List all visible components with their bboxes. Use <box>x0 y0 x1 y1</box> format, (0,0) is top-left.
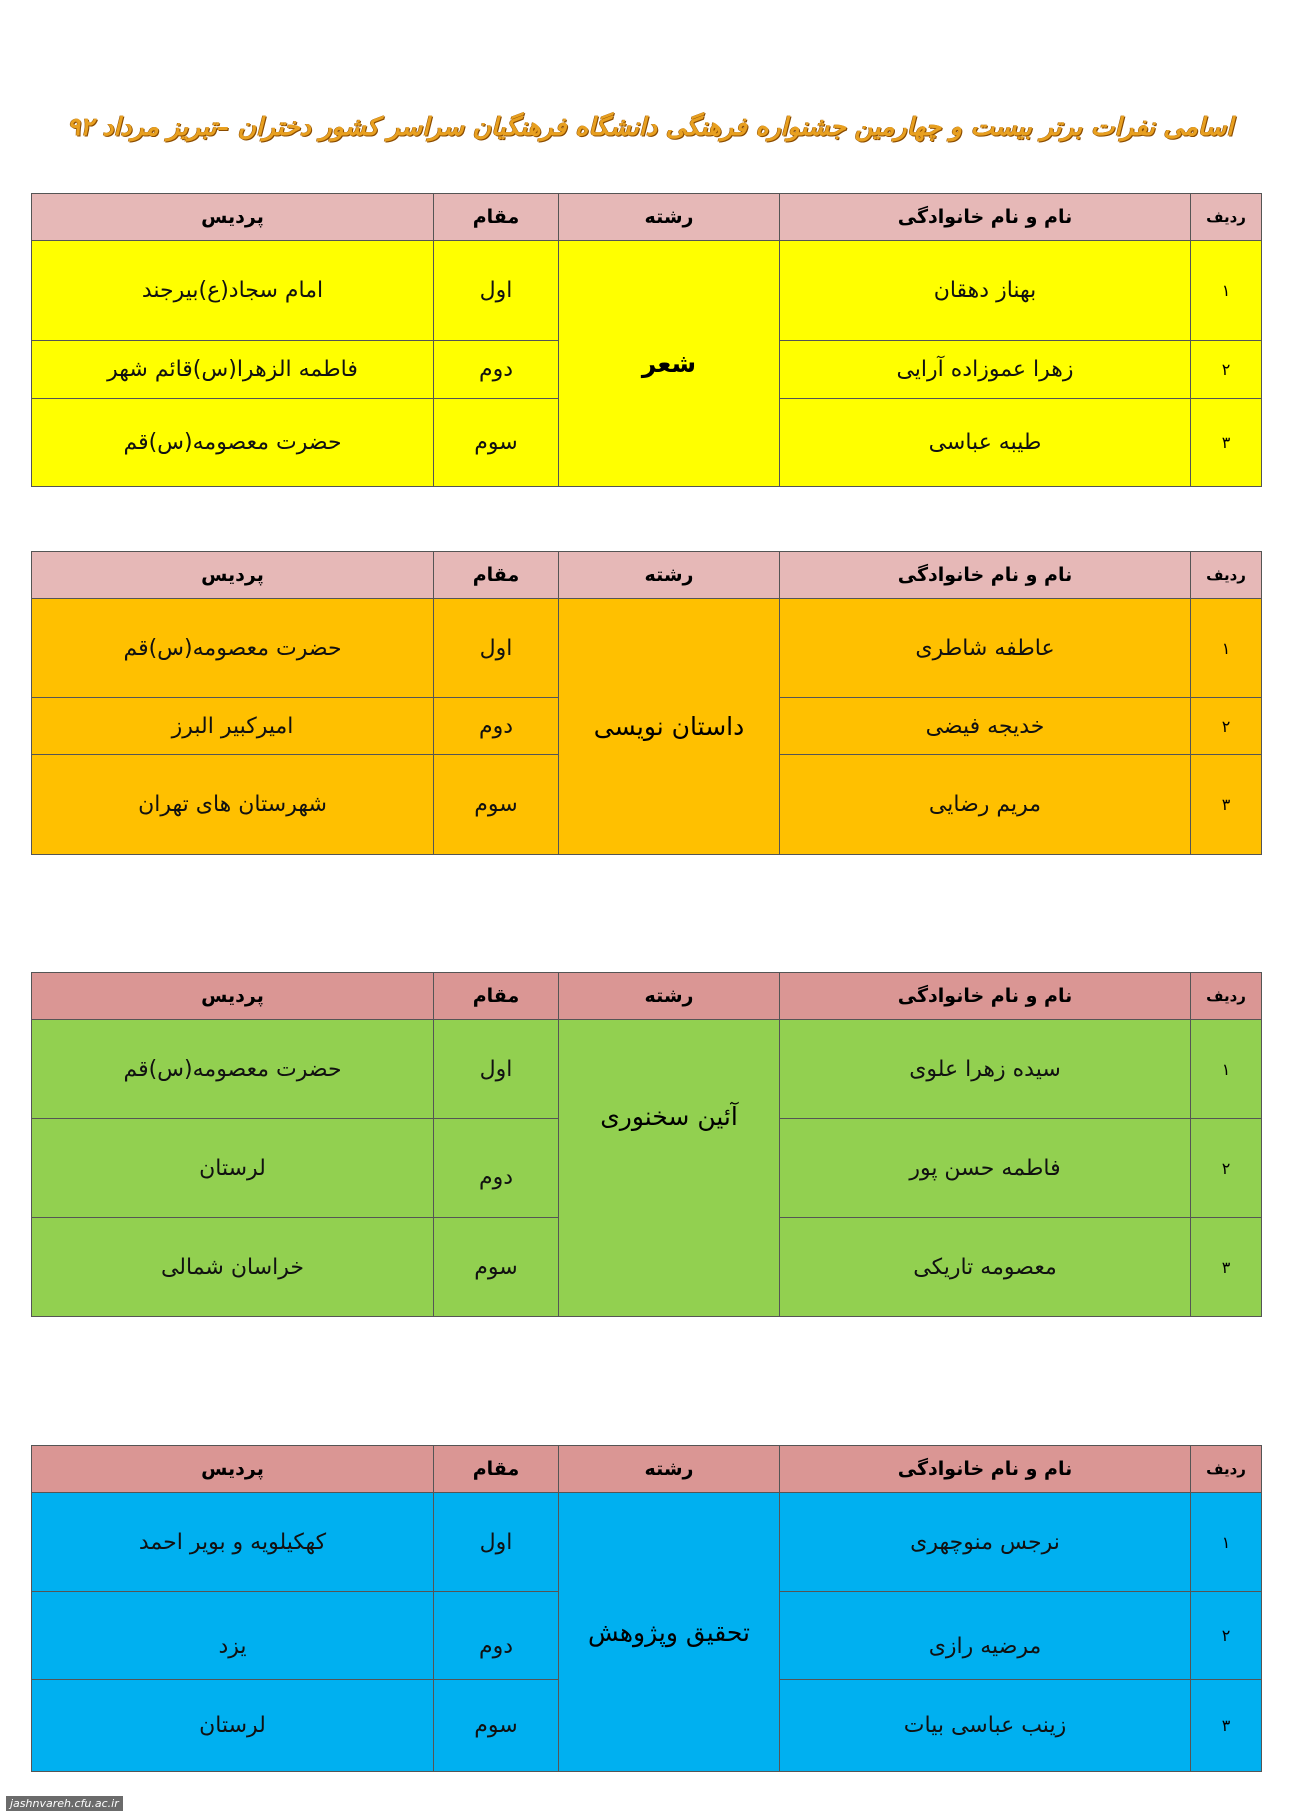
rank: اول <box>434 1493 559 1592</box>
table-row <box>32 1020 1262 1119</box>
rank: دوم <box>434 1119 559 1218</box>
header-name: نام و نام خانوادگی <box>780 973 1191 1020</box>
person-name: عاطفه شاطری <box>780 599 1191 698</box>
field-cell <box>559 241 780 487</box>
person-name: مریم رضایی <box>780 755 1191 855</box>
results-table-poetry <box>31 193 1262 487</box>
table-row <box>32 1493 1262 1592</box>
person-name: زهرا عموزاده آرایی <box>780 341 1191 399</box>
row-number: ۳ <box>1191 1680 1262 1772</box>
rank: دوم <box>434 698 559 755</box>
row-number: ۱ <box>1191 1020 1262 1119</box>
rank: دوم <box>434 1592 559 1680</box>
header-field: رشته <box>559 194 780 241</box>
field-name: تحقیق وپژوهش <box>587 1617 751 1647</box>
header-rank: مقام <box>434 194 559 241</box>
header-rank: مقام <box>434 1446 559 1493</box>
field-cell <box>559 599 780 855</box>
person-name: زینب عباسی بیات <box>780 1680 1191 1772</box>
header-campus: پردیس <box>32 1446 434 1493</box>
rank: سوم <box>434 755 559 855</box>
campus: شهرستان های تهران <box>32 755 434 855</box>
row-number: ۱ <box>1191 1493 1262 1592</box>
table-row <box>32 241 1262 341</box>
header-name: نام و نام خانوادگی <box>780 194 1191 241</box>
header-field: رشته <box>559 973 780 1020</box>
header-field: رشته <box>559 552 780 599</box>
header-name: نام و نام خانوادگی <box>780 1446 1191 1493</box>
header-field: رشته <box>559 1446 780 1493</box>
person-name: بهناز دهقان <box>780 241 1191 341</box>
rank: سوم <box>434 399 559 487</box>
campus: کهکیلویه و بویر احمد <box>32 1493 434 1592</box>
header-row-number: ردیف <box>1191 552 1262 599</box>
field-cell <box>559 1020 780 1317</box>
campus: خراسان شمالی <box>32 1218 434 1317</box>
row-number: ۲ <box>1191 1592 1262 1680</box>
site-watermark: jashnvareh.cfu.ac.ir <box>6 1796 123 1811</box>
person-name: نرجس منوچهری <box>780 1493 1191 1592</box>
page-title: اسامی نفرات برتر بیست و چهارمین جشنواره فرهنگی دانشگاه فرهنگیان سراسر کشور دختران –تبریز مرداد ۹۲ <box>66 112 1234 141</box>
row-number: ۲ <box>1191 1119 1262 1218</box>
row-number: ۳ <box>1191 399 1262 487</box>
table-header <box>32 552 1262 599</box>
field-name: آئین سخنوری <box>600 1102 738 1131</box>
person-name: مرضیه رازی <box>780 1592 1191 1680</box>
campus: لرستان <box>32 1680 434 1772</box>
field-cell <box>559 1493 780 1772</box>
person-name: خدیجه فیضی <box>780 698 1191 755</box>
field-name: داستان نویسی <box>593 712 745 741</box>
row-number: ۳ <box>1191 755 1262 855</box>
table-header <box>32 973 1262 1020</box>
person-name: معصومه تاریکی <box>780 1218 1191 1317</box>
rank: اول <box>434 1020 559 1119</box>
table-row <box>32 599 1262 698</box>
results-table-research <box>31 1445 1262 1772</box>
person-name: فاطمه حسن پور <box>780 1119 1191 1218</box>
row-number: ۳ <box>1191 1218 1262 1317</box>
row-number: ۲ <box>1191 698 1262 755</box>
header-row-number: ردیف <box>1191 973 1262 1020</box>
rank: سوم <box>434 1680 559 1772</box>
row-number: ۱ <box>1191 241 1262 341</box>
person-name: سیده زهرا علوی <box>780 1020 1191 1119</box>
campus: امام سجاد(ع)بیرجند <box>32 241 434 341</box>
campus: امیرکبیر البرز <box>32 698 434 755</box>
rank: سوم <box>434 1218 559 1317</box>
rank: دوم <box>434 341 559 399</box>
person-name: طیبه عباسی <box>780 399 1191 487</box>
results-table-story-writing <box>31 551 1262 855</box>
header-campus: پردیس <box>32 552 434 599</box>
field-name: شعر <box>641 349 697 378</box>
campus: حضرت معصومه(س)قم <box>32 1020 434 1119</box>
results-table-oratory <box>31 972 1262 1317</box>
campus: فاطمه الزهرا(س)قائم شهر <box>32 341 434 399</box>
header-rank: مقام <box>434 973 559 1020</box>
row-number: ۱ <box>1191 599 1262 698</box>
table-header <box>32 194 1262 241</box>
rank: اول <box>434 241 559 341</box>
header-row-number: ردیف <box>1191 194 1262 241</box>
header-campus: پردیس <box>32 973 434 1020</box>
campus: حضرت معصومه(س)قم <box>32 599 434 698</box>
table-header <box>32 1446 1262 1493</box>
header-rank: مقام <box>434 552 559 599</box>
row-number: ۲ <box>1191 341 1262 399</box>
header-campus: پردیس <box>32 194 434 241</box>
campus: لرستان <box>32 1119 434 1218</box>
campus: یزد <box>32 1592 434 1680</box>
rank: اول <box>434 599 559 698</box>
campus: حضرت معصومه(س)قم <box>32 399 434 487</box>
header-row-number: ردیف <box>1191 1446 1262 1493</box>
header-name: نام و نام خانوادگی <box>780 552 1191 599</box>
